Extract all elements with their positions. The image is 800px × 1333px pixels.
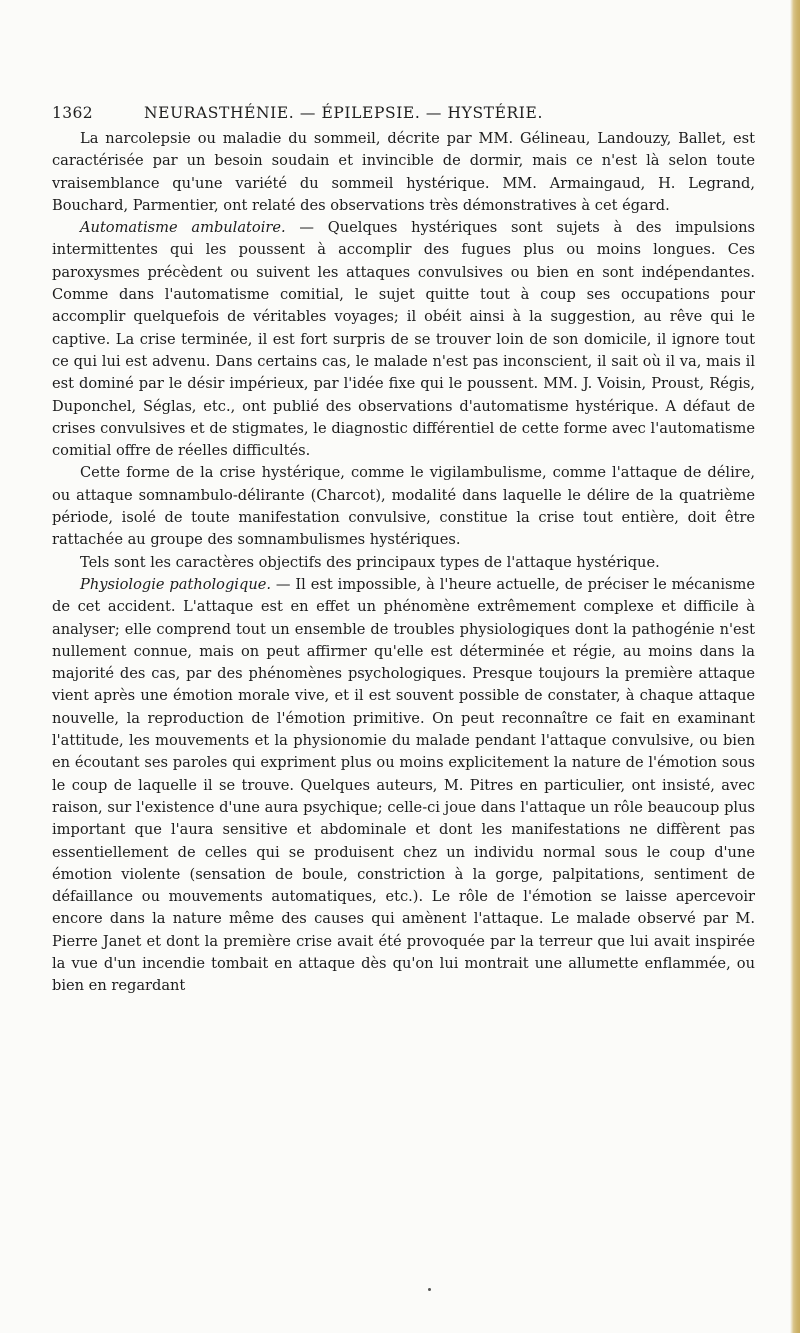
paragraph-automatisme	[52, 217, 755, 462]
page-number: 1362	[52, 104, 94, 122]
paragraph-text: — Il est impossible, à l'heure actuelle, de préciser le mécanisme de cet accident. L'attaque est en effet un phénomène extrêmement complexe et difficile à analyser; elle comprend tout un ensemble de troubles physiologiques dont la pathogénie n'est nullement connue, mais on peut affirmer qu'elle est déterminée et régie, au moins dans la majorité des cas, par des phénomènes psychologiques. Presque toujours la première attaque vient après une émotion morale vive, et il est souvent possible de constater, à chaque attaque nouvelle, la reproduction de l'émotion primitive. On peut reconnaître ce fait en examinant l'attitude, les mouvements et la physionomie du malade pendant l'attaque convulsive, ou bien en écoutant ses paroles qui expriment plus ou moins explicitement la nature de l'émotion sous le coup de laquelle il se trouve. Quelques auteurs, M. Pitres en particulier, ont insisté, avec raison, sur l'existence d'une aura psychique; celle-ci joue dans l'attaque un rôle beaucoup plus important que l'aura sensitive et abdominale et dont les manifestations ne diffèrent pas essentiellement de celles qui se produisent chez un individu normal sous le coup d'une émotion violente (sensation de boule, constriction à la gorge, palpitations, sentiment de défaillance ou mouvements automatiques, etc.). Le rôle de l'émotion se laisse apercevoir encore dans la nature même des causes qui amènent l'attaque. Le malade observé par M. Pierre Janet et dont la première crise avait été provoquée par la terreur que lui avait inspirée la vue d'un incendie tombait en attaque dès qu'on lui montrait une allumette enflammée, ou bien en regardant	[52, 575, 756, 995]
page-edge	[790, 0, 800, 1333]
paragraph-narcolepsie	[52, 128, 755, 217]
paragraph-text: Tels sont les caractères objectifs des principaux types de l'attaque hystérique.	[80, 553, 660, 571]
paper-speck	[428, 1288, 431, 1291]
paragraph-text: La narcolepsie ou maladie du sommeil, décrite par MM. Gélineau, Landouzy, Ballet, est caractérisée par un besoin soudain et invincible de dormir, mais ce n'est là selon toute vraisemblance qu'une variété du sommeil hystérique. MM. Armaingaud, H. Legrand, Bouchard, Parmentier, ont relaté des observations très démonstratives à cet égard.	[52, 130, 755, 214]
section-lead: Physiologie pathologique.	[80, 575, 271, 593]
body-text	[52, 128, 755, 998]
page-header	[52, 104, 752, 126]
paragraph-tels-sont	[52, 552, 755, 574]
running-title: NEURASTHÉNIE. — ÉPILEPSIE. — HYSTÉRIE.	[144, 104, 543, 122]
section-lead: Automatisme ambulatoire.	[80, 219, 286, 237]
paragraph-physiologie	[52, 574, 755, 998]
paragraph-cette-forme	[52, 462, 755, 551]
paragraph-text: Cette forme de la crise hystérique, comme le vigilambulisme, comme l'attaque de délire, ou attaque somnambulo-délirante (Charcot), modalité dans laquelle le délire de la quatrième période, isolé de toute manifestation convulsive, constitue la crise tout entière, doit être rattachée au groupe des somnambulismes hystériques.	[52, 464, 755, 549]
paragraph-text: — Quelques hystériques sont sujets à des impulsions intermittentes qui les poussent à accomplir des fugues plus ou moins longues. Ces paroxysmes précèdent ou suivent les attaques convulsives ou bien en sont indépendantes. Comme dans l'automatisme comitial, le sujet quitte tout à coup ses occupations pour accomplir quelquefois de véritables voyages; il obéit ainsi à la suggestion, au rêve qui le captive. La crise terminée, il est fort surpris de se trouver loin de son domicile, il ignore tout ce qui lui est advenu. Dans certains cas, le malade n'est pas inconscient, il sait où il va, mais il est dominé par le désir impérieux, par l'idée fixe qui le poussent. MM. J. Voisin, Proust, Régis, Duponchel, Séglas, etc., ont publié des observations d'automatisme hystérique. A défaut de crises convulsives et de stigmates, le diagnostic différentiel de cette forme avec l'automatisme comitial offre de réelles difficultés.	[52, 219, 755, 460]
